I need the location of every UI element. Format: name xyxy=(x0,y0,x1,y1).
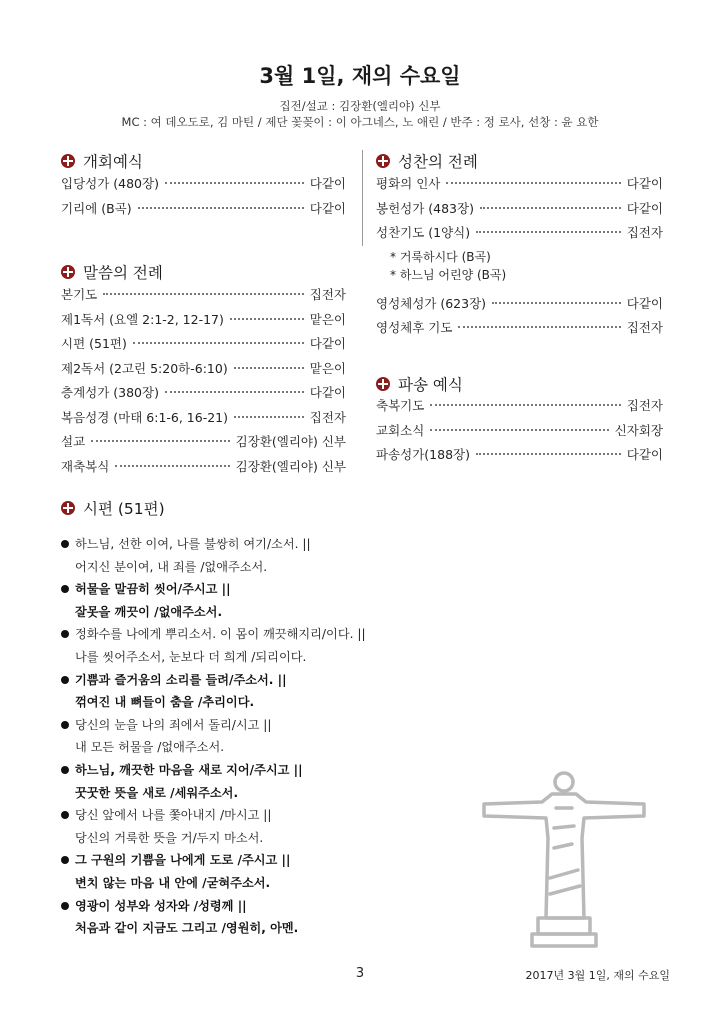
cross-icon xyxy=(61,265,75,279)
dot-leader xyxy=(230,318,304,320)
dot-leader xyxy=(234,367,304,369)
order-row xyxy=(61,359,346,384)
order-row xyxy=(376,174,663,199)
dot-leader xyxy=(430,429,608,431)
dot-leader xyxy=(492,302,621,304)
dot-leader xyxy=(476,231,621,233)
psalm-text xyxy=(61,533,531,940)
bullet-icon xyxy=(61,856,69,864)
dot-leader xyxy=(430,404,620,406)
verse-line: 그 구원의 기쁨을 나에게 도로 /주시고 || xyxy=(75,853,291,868)
dot-leader xyxy=(480,207,621,209)
order-item: 본기도 xyxy=(61,287,98,302)
verse-line: 하느님, 선한 이여, 나를 불쌍히 여기/소서. || xyxy=(75,537,311,551)
verse-line: 허물을 말끔히 씻어/주시고 || xyxy=(75,582,231,597)
order-item: 파송성가(188장) xyxy=(376,447,470,462)
order-item: 층계성가 (380장) xyxy=(61,385,159,400)
footer-date: 2017년 3월 1일, 재의 수요일 xyxy=(525,969,670,982)
order-role: 맡은이 xyxy=(309,360,346,376)
column-divider xyxy=(362,150,363,246)
cross-icon xyxy=(376,377,390,391)
order-role: 집전자 xyxy=(626,320,663,335)
opening-list xyxy=(61,174,346,223)
order-row xyxy=(376,223,663,248)
order-row xyxy=(61,334,346,359)
psalm-verse-response xyxy=(61,578,531,623)
order-item: 봉헌성가 (483장) xyxy=(376,200,474,216)
verse-line: 내 모든 허물을 /없애주소서. xyxy=(75,740,225,755)
dot-leader xyxy=(446,182,620,184)
verse-line: 꺾여진 내 뼈들이 춤을 /추리이다. xyxy=(75,695,255,710)
order-role: 집전자 xyxy=(626,398,663,413)
order-row xyxy=(61,383,346,408)
order-role: 김장환(엘리야) 신부 xyxy=(235,434,346,449)
dot-leader xyxy=(165,391,304,393)
verse-line: 정화수를 나에게 뿌리소서. 이 몸이 깨끗해지리/이다. || xyxy=(75,627,366,642)
order-item: 입당성가 (480장) xyxy=(61,176,159,191)
order-item: 제1독서 (요엘 2:1-2, 12-17) xyxy=(61,311,224,327)
dot-leader xyxy=(476,453,621,455)
order-role: 다같이 xyxy=(626,295,663,311)
section-eucharist-heading xyxy=(376,150,478,172)
order-role: 다같이 xyxy=(309,385,346,400)
dismissal-list xyxy=(376,396,663,470)
order-item: 기리에 (B곡) xyxy=(61,200,132,216)
sub-item: * 거룩하시다 (B곡) xyxy=(390,249,491,264)
section-word-heading xyxy=(61,261,163,283)
psalm-verse xyxy=(61,714,531,759)
order-row xyxy=(61,310,346,335)
order-item: 제2독서 (2고린 5:20하-6:10) xyxy=(61,360,228,376)
verse-line: 영광이 성부와 성자와 /성령께 || xyxy=(75,898,247,913)
order-role: 다같이 xyxy=(626,176,663,191)
eucharist-list xyxy=(376,174,663,343)
bullet-icon xyxy=(61,766,69,774)
order-row xyxy=(376,199,663,224)
section-title: 시편 (51편) xyxy=(83,500,165,518)
order-item: 시편 (51편) xyxy=(61,336,127,351)
order-role: 집전자 xyxy=(309,287,346,302)
credits-ministers: MC : 여 데오도로, 김 마틴 / 제단 꽃꽂이 : 이 아그네스, 노 애린 / 반주 : 정 로사, 선창 : 윤 요한 xyxy=(121,115,599,129)
order-role: 집전자 xyxy=(626,225,663,240)
word-list xyxy=(61,285,346,481)
psalm-verse-doxology xyxy=(61,895,531,940)
verse-line: 어지신 분이여, 내 죄를 /없애주소서. xyxy=(75,559,268,574)
page-title: 3월 1일, 재의 수요일 xyxy=(259,64,461,88)
verse-line: 나를 씻어주소서, 눈보다 더 희게 /되리이다. xyxy=(75,649,307,664)
dot-leader xyxy=(103,293,304,295)
order-role: 신자회장 xyxy=(614,422,663,438)
psalm-verse xyxy=(61,623,531,668)
order-item: 성찬기도 (1양식) xyxy=(376,225,471,240)
order-item: 영성체성가 (623장) xyxy=(376,295,487,311)
order-row xyxy=(61,432,346,457)
order-item: 영성체후 기도 xyxy=(376,320,453,335)
order-role: 다같이 xyxy=(626,447,663,462)
section-opening-heading xyxy=(61,150,143,172)
section-dismissal-heading xyxy=(376,373,463,395)
verse-line: 당신의 눈을 나의 죄에서 돌리/시고 || xyxy=(75,717,272,732)
page-number: 3 xyxy=(355,966,365,981)
psalm-verse-response xyxy=(61,759,531,804)
order-row xyxy=(376,396,663,421)
verse-line: 하느님, 깨끗한 마음을 새로 지어/주시고 || xyxy=(75,762,303,777)
order-item: 평화의 인사 xyxy=(376,176,441,191)
bullet-icon xyxy=(61,676,69,684)
verse-line: 변치 않는 마음 내 안에 /굳혀주소서. xyxy=(75,875,271,890)
section-title: 말씀의 전례 xyxy=(83,264,163,282)
section-title: 성찬의 전례 xyxy=(398,153,478,171)
order-row xyxy=(61,285,346,310)
dot-leader xyxy=(91,440,230,442)
bullet-icon xyxy=(61,585,69,593)
order-item: 복음성경 (마태 6:1-6, 16-21) xyxy=(61,409,228,425)
section-title: 개회예식 xyxy=(83,153,143,171)
verse-line: 처음과 같이 지금도 그리고 /영원히, 아멘. xyxy=(75,921,299,936)
sub-item: * 하느님 어린양 (B곡) xyxy=(390,267,507,282)
bullet-icon xyxy=(61,630,69,638)
christ-statue-icon xyxy=(474,768,654,948)
psalm-verse xyxy=(61,533,531,578)
dot-leader xyxy=(458,326,620,328)
order-row xyxy=(376,318,663,343)
verse-line: 꿋꿋한 뜻을 새로 /세워주소서. xyxy=(75,785,239,800)
order-row xyxy=(61,408,346,433)
order-role: 다같이 xyxy=(309,176,346,191)
dot-leader xyxy=(165,182,304,184)
cross-icon xyxy=(61,154,75,168)
order-row xyxy=(61,457,346,482)
verse-line: 기쁨과 즐거움의 소리를 들려/주소서. || xyxy=(75,672,287,687)
verse-line: 잘못을 깨끗이 /없애주소서. xyxy=(75,604,223,619)
order-row xyxy=(376,294,663,319)
order-row xyxy=(376,421,663,446)
bullet-icon xyxy=(61,721,69,729)
order-role: 다같이 xyxy=(309,200,346,216)
psalm-verse-response xyxy=(61,669,531,714)
section-title: 파송 예식 xyxy=(398,376,463,394)
psalm-verse xyxy=(61,804,531,849)
verse-line: 당신의 거룩한 뜻을 거/두지 마소서. xyxy=(75,830,264,845)
psalm-verse-response xyxy=(61,849,531,894)
dot-leader xyxy=(115,465,229,467)
order-role: 김장환(엘리야) 신부 xyxy=(235,458,346,474)
order-item: 교회소식 xyxy=(376,422,425,438)
bullet-icon xyxy=(61,540,69,548)
cross-icon xyxy=(61,501,75,515)
order-role: 집전자 xyxy=(309,409,346,425)
order-row xyxy=(376,445,663,470)
order-role: 맡은이 xyxy=(309,311,346,327)
order-item: 축복기도 xyxy=(376,398,425,413)
cross-icon xyxy=(376,154,390,168)
order-role: 다같이 xyxy=(309,336,346,351)
order-item: 재축복식 xyxy=(61,458,110,474)
bullet-icon xyxy=(61,811,69,819)
credits-celebrant: 집전/설교 : 김장환(엘리야) 신부 xyxy=(279,99,441,113)
bullet-icon xyxy=(61,902,69,910)
order-row xyxy=(61,199,346,224)
dot-leader xyxy=(138,207,304,209)
order-item: 설교 xyxy=(61,434,86,449)
order-row xyxy=(61,174,346,199)
section-psalm-heading xyxy=(61,497,165,519)
dot-leader xyxy=(234,416,304,418)
dot-leader xyxy=(133,342,304,344)
order-role: 다같이 xyxy=(626,200,663,216)
verse-line: 당신 앞에서 나를 쫓아내지 /마시고 || xyxy=(75,808,272,823)
